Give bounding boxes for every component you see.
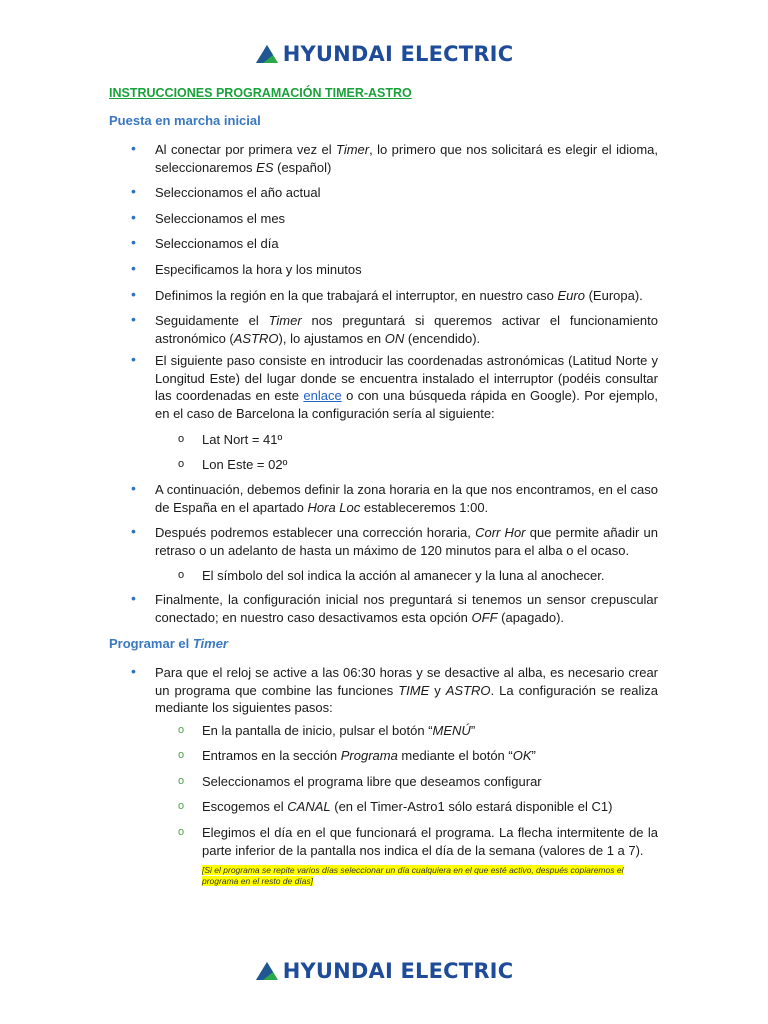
coordinate-item: Lon Este = 02º [202,457,288,472]
text-segment: Seleccionamos el mes [155,211,286,226]
italic-term: Corr Hor [475,525,526,540]
coordinate-item: Lat Nort = 41º [202,432,283,447]
text-segment: ” [470,723,476,738]
coordinates-link[interactable]: enlace [303,388,342,403]
bullet-marker: • [131,260,136,276]
italic-term: Euro [557,288,585,303]
bullet-marker: • [131,140,136,156]
list-item [155,312,658,347]
step-item [202,824,658,859]
sub-bullet-marker: o [178,800,185,812]
step-item [202,773,658,791]
list-item [155,352,658,422]
text-segment: Escogemos el [202,799,288,814]
italic-term: CANAL [287,799,331,814]
list-item [155,141,658,176]
text-segment: mediante el botón “ [397,748,513,763]
italic-term: OFF [471,609,498,625]
list-item [155,210,658,228]
text-segment: Elegimos el día en el que funcionará el programa. La flecha intermitente de la parte inferior de la pantalla nos indica el día de la semana (valores de 1 a 7). [202,825,658,858]
sub-bullet-marker: o [178,749,185,761]
bullet-marker: • [131,663,136,679]
bullet-marker: • [131,311,136,327]
text-segment: que permite añadir un retraso o un adelanto de hasta un máximo de 120 minutos para el alba o el ocaso. [155,525,658,558]
sub-bullet-marker: o [178,826,185,838]
bullet-marker: • [131,480,136,496]
bullet-marker: • [131,351,136,367]
text-segment: Definimos la región en la que trabajará el interruptor, en nuestro caso [155,288,558,303]
note-text: [Si el programa se repite varios días seleccionar un día cualquiera en el que esté activo, después copiaremos el programa en el resto de días] [202,865,624,886]
sub-bullet-marker: o [178,458,185,470]
highlighted-note [202,865,658,887]
text-segment: Para que el reloj se active a las 06:30 horas y se desactive al alba, es necesario crear un programa que combine las funciones [155,665,658,698]
italic-term: ASTRO [445,682,491,698]
step-item [202,798,658,816]
list-item [155,235,658,253]
sub-bullet-marker: o [178,433,185,445]
italic-term: ES [256,159,274,175]
header-logo-text: HYUNDAI ELECTRIC [282,42,514,66]
italic-term: OK [512,748,532,763]
section-heading-prefix: Programar el [109,636,193,651]
bullet-marker: • [131,590,136,606]
list-item [155,261,658,279]
italic-term: TIME [398,682,430,698]
footer-logo [0,959,768,986]
text-segment: En la pantalla de inicio, pulsar el botón “ [202,723,433,738]
footer-logo-text: HYUNDAI ELECTRIC [282,959,514,983]
italic-term: Timer [268,313,302,328]
italic-term: ASTRO [233,330,279,346]
text-segment: (español) [273,159,332,175]
hyundai-triangle-icon [255,961,279,981]
bullet-marker: • [131,183,136,199]
bullet-marker: • [131,523,136,539]
text-segment: ), lo ajustamos en [278,330,385,346]
italic-term: ON [384,330,405,346]
text-segment: nos preguntará si queremos activar el funcionamiento astronómico ( [155,313,658,346]
section-heading-puesta-en-marcha: Puesta en marcha inicial [109,113,261,128]
header-logo [0,42,768,69]
text-segment: A continuación, debemos definir la zona horaria en la que nos encontramos, en el caso de España en el apartado [155,482,658,515]
document-title: INSTRUCCIONES PROGRAMACIÓN TIMER-ASTRO [109,86,412,100]
text-segment: Seleccionamos el día [155,236,279,251]
text-segment: ” [531,748,536,763]
sub-bullet-marker: o [178,724,185,736]
text-segment: (Europa). [584,288,643,303]
text-segment: y [429,682,446,698]
list-item [155,481,658,516]
list-item [155,184,658,202]
text-segment: El siguiente paso consiste en introducir las coordenadas astronómicas (Latitud Norte y Longitud Este) del lugar donde se encuentra instalado el interruptor (podéis consultar las coordenadas en este [155,353,658,403]
italic-term: Hora Loc [307,499,361,515]
text-segment: Seguidamente el [155,313,269,328]
list-item [155,287,658,305]
text-segment: . La configuración se realiza mediante los siguientes pasos: [155,682,658,715]
text-segment: Seleccionamos el programa libre que deseamos configurar [202,774,542,789]
sub-bullet-marker: o [178,569,185,581]
sub-bullet-marker: o [178,775,185,787]
text-segment: (apagado). [497,609,565,625]
section-heading-italic: Timer [192,636,228,651]
step-item [202,747,658,765]
italic-term: Timer [336,142,370,157]
text-segment: (encendido). [404,330,481,346]
bullet-marker: • [131,209,136,225]
text-segment: , lo primero que nos solicitará es elegir el idioma, seleccionaremos [155,142,658,175]
text-segment: Especificamos la hora y los minutos [155,262,362,277]
text-segment: estableceremos 1:00. [360,499,489,515]
italic-term: MENÚ [432,723,471,738]
list-item [155,524,658,559]
text-segment: Seleccionamos el año actual [155,185,321,200]
bullet-marker: • [131,286,136,302]
text-segment: Al conectar por primera vez el [155,142,337,157]
list-item [155,664,658,717]
list-item [155,591,658,626]
bullet-marker: • [131,234,136,250]
text-segment: Finalmente, la configuración inicial nos preguntará si tenemos un sensor crepuscular conectado; en nuestro caso desactivamos esta opción [155,592,658,625]
hyundai-triangle-icon [255,44,279,64]
text-segment: Entramos en la sección [202,748,341,763]
section-heading-programar [109,636,228,651]
step-item [202,722,658,740]
text-segment: o con una búsqueda rápida en Google). Por ejemplo, en el caso de Barcelona la configuración sería al siguiente: [155,388,658,421]
sun-moon-note: El símbolo del sol indica la acción al amanecer y la luna al anochecer. [202,568,605,583]
text-segment: Después podremos establecer una corrección horaria, [155,525,476,540]
text-segment: (en el Timer-Astro1 sólo estará disponible el C1) [330,799,613,814]
italic-term: Programa [340,748,398,763]
